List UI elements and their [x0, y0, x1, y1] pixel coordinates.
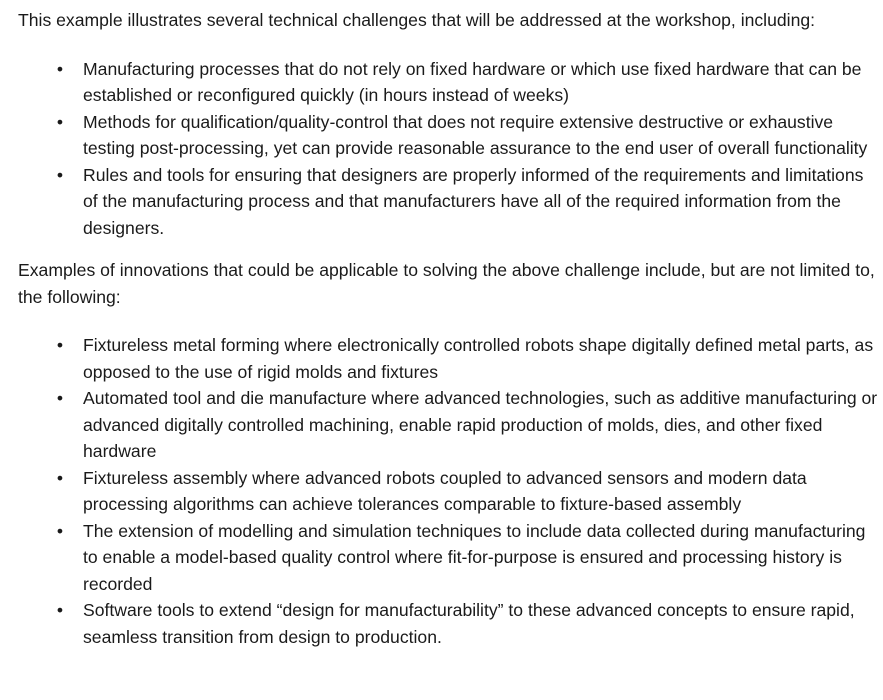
list-item-text: Automated tool and die manufacture where advanced technologies, such as additive manufacturing or advanced digitally controlled machining, enable rapid production of molds, dies, and other fixed hardware — [83, 388, 878, 461]
bullet-icon: • — [56, 111, 64, 132]
bullet-icon: • — [56, 335, 64, 355]
bullet-icon: • — [56, 388, 64, 408]
list-item-text: Rules and tools for ensuring that designers are properly informed of the requirements and limitations of the manufacturing process and that manufacturers have all of the required information from the designers. — [83, 164, 864, 238]
list-item — [18, 518, 878, 598]
list-item — [18, 332, 878, 385]
document-body — [18, 7, 878, 650]
list-item — [18, 597, 878, 650]
list-item — [18, 109, 878, 162]
list-item-text: Software tools to extend “design for manufacturability” to these advanced concepts to ensure rapid, seamless transition from design to production. — [83, 600, 855, 647]
intro-paragraph: This example illustrates several technical challenges that will be addressed at the workshop, including: — [18, 10, 816, 30]
list-item-text: Fixtureless assembly where advanced robots coupled to advanced sensors and modern data processing algorithms can achieve tolerances comparable to fixture-based assembly — [83, 467, 807, 514]
list-item — [18, 465, 878, 518]
bullet-icon: • — [56, 58, 64, 79]
bullet-icon: • — [56, 467, 64, 488]
list-item — [18, 162, 878, 242]
list-item-text: Methods for qualification/quality-control that does not require extensive destructive or exhaustive testing post-processing, yet can provide reasonable assurance to the end user of overall functionality — [83, 111, 868, 158]
bullet-icon: • — [56, 600, 64, 620]
bullet-icon: • — [56, 164, 64, 185]
list-item — [18, 56, 878, 109]
bullet-icon: • — [56, 520, 64, 541]
list-item-text: The extension of modelling and simulation techniques to include data collected during manufacturing to enable a model-based quality control where fit-for-purpose is ensured and processing history is recorded — [83, 520, 866, 594]
examples-list — [18, 332, 878, 650]
list-item-text: Fixtureless metal forming where electronically controlled robots shape digitally defined metal parts, as opposed to the use of rigid molds and fixtures — [83, 335, 874, 382]
list-item-text: Manufacturing processes that do not rely on fixed hardware or which use fixed hardware that can be established or reconfigured quickly (in hours instead of weeks) — [83, 58, 862, 105]
examples-intro-paragraph: Examples of innovations that could be applicable to solving the above challenge include, but are not limited to, the following: — [18, 260, 875, 307]
list-item — [18, 385, 878, 465]
challenges-list — [18, 56, 878, 242]
